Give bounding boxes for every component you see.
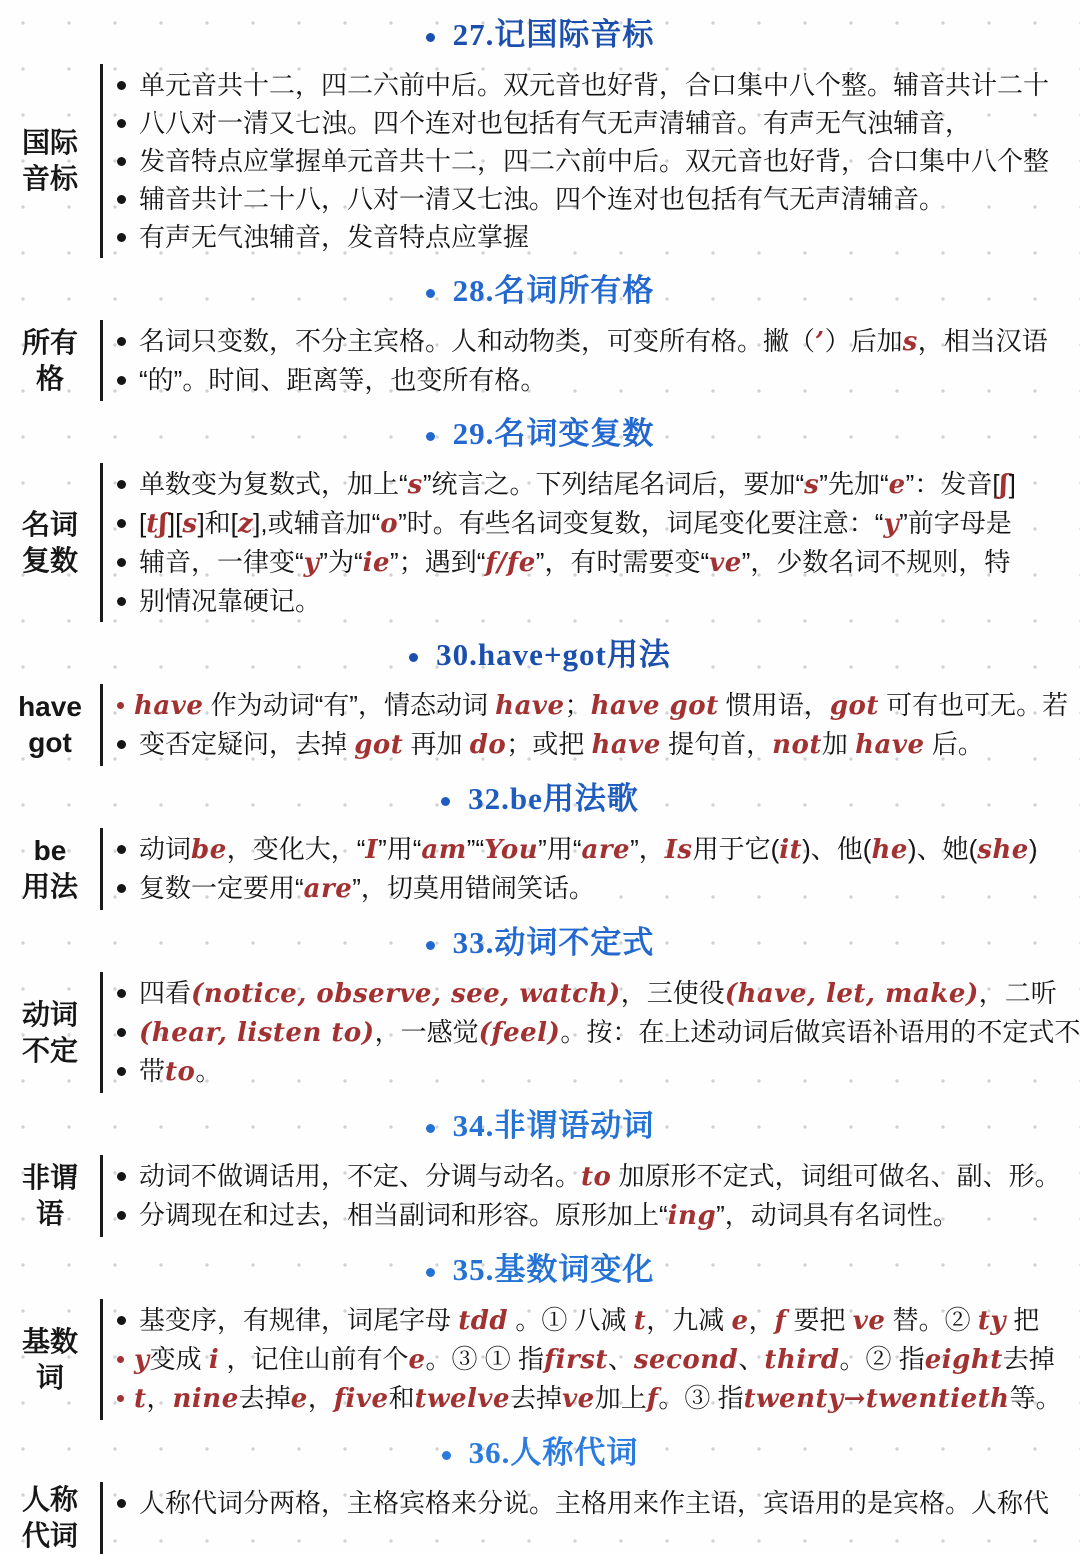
heading-bullet-icon	[442, 1451, 451, 1460]
note-line	[117, 582, 1080, 620]
handwritten-english: have	[134, 691, 204, 721]
handwritten-english: do	[469, 730, 507, 760]
sidebar-label-line: 复数	[21, 544, 78, 576]
section-30	[0, 632, 1080, 766]
handwritten-english: ʃ	[999, 470, 1009, 500]
section-heading-text: 29.名词变复数	[452, 416, 655, 451]
note-line	[117, 1301, 1080, 1340]
section-body	[0, 1482, 1080, 1554]
bullet-icon	[117, 1395, 124, 1402]
sidebar-topic-label	[0, 684, 100, 766]
sidebar-label-line: 音标	[21, 163, 78, 194]
section-heading	[0, 1103, 1080, 1149]
note-line-text: 动词不做调话用，不定、分调与动名。to 加原形不定式，词组可做名、副、形。	[139, 1161, 1061, 1192]
handwritten-english: z	[237, 509, 254, 539]
handwritten-english: y	[134, 1345, 150, 1375]
section-body	[0, 828, 1080, 910]
handwritten-english: to	[165, 1057, 196, 1087]
note-line-text: 分调现在和过去，相当副词和形容。原形加上“ing”，动词具有名词性。	[139, 1200, 959, 1231]
handwritten-english: he	[871, 835, 908, 865]
section-heading-text: 27.记国际音标	[452, 17, 655, 52]
heading-bullet-icon	[409, 653, 418, 662]
sidebar-topic-label	[0, 463, 100, 622]
sidebar-label-line: have	[18, 691, 82, 722]
note-line	[117, 869, 1080, 908]
note-line	[117, 543, 1080, 582]
sidebar-label-line: 用法	[21, 871, 78, 902]
note-list	[100, 463, 1080, 622]
handwritten-english: Is	[664, 835, 693, 865]
handwritten-english: e	[290, 1384, 308, 1414]
sidebar-topic-label	[0, 828, 100, 910]
note-line	[117, 1196, 1080, 1235]
note-line-text: 变否定疑问，去掉 got 再加 do；或把 have 提句首，not加 have 后。	[139, 729, 984, 760]
note-line	[117, 142, 1080, 180]
section-32	[0, 776, 1080, 910]
handwritten-english: ty	[977, 1306, 1006, 1336]
note-line-text: 带to。	[139, 1056, 222, 1087]
section-heading-text: 34.非谓语动词	[452, 1108, 655, 1143]
section-heading	[0, 776, 1080, 822]
note-line	[117, 180, 1080, 218]
handwritten-english: ing	[667, 1201, 717, 1231]
note-list	[100, 1155, 1080, 1237]
note-line-text: [tʃ][s]和[z],或辅音加“o”时。有些名词变复数，词尾变化要注意：“y”前字母是	[139, 508, 1012, 539]
note-line-text: t，nine去掉e，five和twelve去掉ve加上f。③ 指twenty→twentieth等。	[134, 1383, 1062, 1414]
handwritten-english: y	[883, 509, 900, 539]
handwritten-english: t	[633, 1306, 647, 1336]
bullet-icon	[117, 558, 126, 567]
section-body	[0, 972, 1080, 1093]
sections	[0, 12, 1080, 1554]
sidebar-label-line: 非谓	[21, 1162, 78, 1193]
handwritten-english: (hear, listen to)	[139, 1018, 375, 1048]
section-body	[0, 1155, 1080, 1237]
handwritten-english: twenty→twentieth	[743, 1384, 1010, 1414]
note-line	[117, 830, 1080, 869]
handwritten-english: t	[134, 1384, 147, 1414]
handwritten-english: are	[303, 874, 353, 904]
handwritten-english: are	[581, 835, 631, 865]
note-line-text: “的”。时间、距离等，也变所有格。	[139, 365, 547, 395]
note-line	[117, 1052, 1080, 1091]
bullet-icon	[117, 1211, 126, 1220]
handwritten-english: s	[804, 470, 820, 500]
bullet-icon	[117, 337, 126, 346]
note-line-text: (hear, listen to)，一感觉(feel)。按：在上述动词后做宾语补语用的不定式不	[139, 1017, 1080, 1048]
handwritten-english: f/fe	[485, 548, 536, 578]
handwritten-english: have got	[590, 691, 719, 721]
section-33	[0, 920, 1080, 1093]
heading-bullet-icon	[426, 1124, 435, 1133]
section-body	[0, 320, 1080, 401]
handwritten-english: o	[380, 509, 399, 539]
sidebar-label-line: 基数	[21, 1325, 78, 1357]
note-list	[100, 972, 1080, 1093]
handwritten-english: have	[591, 730, 661, 760]
handwritten-english: You	[484, 835, 539, 865]
handwritten-english: have	[855, 730, 925, 760]
section-34	[0, 1103, 1080, 1237]
heading-bullet-icon	[426, 432, 435, 441]
sidebar-label-line: 名词	[21, 508, 78, 540]
sidebar-label-line: 所有	[21, 326, 78, 358]
note-line-text: 八八对一清又七浊。四个连对也包括有气无声清辅音。有声无气浊辅音，	[139, 108, 972, 138]
handwritten-english: (feel)	[478, 1018, 561, 1048]
note-line-text: 人称代词分两格，主格宾格来分说。主格用来作主语，宾语用的是宾格。人称代	[139, 1488, 1050, 1518]
handwritten-english: s	[902, 327, 918, 357]
note-line	[117, 66, 1080, 104]
bullet-icon	[117, 1028, 126, 1037]
handwritten-english: am	[421, 835, 467, 865]
note-list	[100, 320, 1080, 401]
bullet-icon	[117, 1356, 124, 1363]
section-heading	[0, 12, 1080, 58]
note-line-text: 动词be，变化大，“I”用“am”“You”用“are”，Is用于它(it)、他(he)、她(she)	[139, 834, 1038, 865]
heading-bullet-icon	[426, 33, 435, 42]
handwritten-english: third	[764, 1345, 840, 1375]
sidebar-topic-label	[0, 64, 100, 258]
bullet-icon	[117, 884, 126, 893]
handwritten-english: got	[829, 691, 879, 721]
section-body	[0, 1299, 1080, 1420]
handwritten-english: (have, let, make)	[724, 979, 979, 1009]
note-line-text: 单元音共十二，四二六前中后。双元音也好背，合口集中八个整。辅音共计二十	[139, 70, 1050, 100]
handwritten-english: five	[333, 1384, 389, 1414]
handwritten-english: nine	[172, 1384, 239, 1414]
note-line	[117, 1157, 1080, 1196]
bullet-icon	[117, 1499, 126, 1508]
note-list	[100, 1299, 1080, 1420]
handwritten-english: have	[495, 691, 565, 721]
section-heading	[0, 268, 1080, 314]
note-line	[117, 322, 1080, 361]
note-line	[117, 465, 1080, 504]
handwritten-english: s	[182, 509, 198, 539]
heading-bullet-icon	[426, 941, 435, 950]
section-29	[0, 411, 1080, 622]
bullet-icon	[117, 1316, 126, 1325]
handwritten-english: f	[774, 1306, 787, 1336]
sidebar-label-line: 词	[35, 1361, 64, 1393]
handwritten-english: second	[633, 1345, 739, 1375]
note-line	[117, 1340, 1080, 1379]
section-heading-text: 33.动词不定式	[452, 925, 655, 960]
bullet-icon	[117, 119, 126, 128]
sidebar-topic-label	[0, 972, 100, 1093]
sidebar-topic-label	[0, 1482, 100, 1554]
note-line	[117, 1484, 1080, 1522]
handwritten-english: be	[191, 835, 227, 865]
handwritten-english: (notice, observe, see, watch)	[191, 979, 621, 1009]
handwritten-english: e	[888, 470, 906, 500]
sidebar-label-line: 国际	[21, 127, 78, 158]
section-heading-text: 28.名词所有格	[452, 273, 655, 308]
note-line-text: 有声无气浊辅音，发音特点应掌握	[139, 222, 530, 252]
note-line	[117, 504, 1080, 543]
bullet-icon	[117, 195, 126, 204]
section-heading	[0, 1430, 1080, 1476]
note-list	[100, 1482, 1080, 1554]
sidebar-label-line: 人称	[21, 1484, 78, 1515]
note-line	[117, 104, 1080, 142]
handwritten-english: first	[543, 1345, 608, 1375]
note-line-text: 复数一定要用“are”，切莫用错闹笑话。	[139, 873, 595, 904]
handwritten-english: I	[365, 835, 379, 865]
handwritten-english: e	[731, 1306, 749, 1336]
sidebar-label-line: 语	[35, 1198, 64, 1229]
note-line	[117, 725, 1080, 764]
note-line-text: 四看(notice, observe, see, watch)，三使役(have, let, make)，二听	[139, 978, 1057, 1009]
bullet-icon	[117, 597, 126, 606]
section-36	[0, 1430, 1080, 1554]
note-line-text: have 作为动词“有”，情态动词 have；have got 惯用语，got 可有也可无。若	[134, 690, 1069, 721]
note-line-text: 发音特点应掌握单元音共十二，四二六前中后。双元音也好背，合口集中八个整	[139, 146, 1050, 176]
sidebar-topic-label	[0, 320, 100, 401]
sidebar-label-line: 格	[35, 362, 64, 394]
section-28	[0, 268, 1080, 401]
handwritten-english: not	[772, 730, 822, 760]
bullet-icon	[117, 740, 126, 749]
heading-bullet-icon	[426, 1268, 435, 1277]
bullet-icon	[117, 480, 126, 489]
bullet-icon	[117, 519, 126, 528]
sidebar-topic-label	[0, 1155, 100, 1237]
bullet-icon	[117, 1067, 126, 1076]
handwritten-english: ie	[362, 548, 391, 578]
sidebar-label-line: got	[28, 727, 72, 758]
sidebar-label-line: 不定	[21, 1034, 78, 1066]
bullet-icon	[117, 233, 126, 242]
note-list	[100, 828, 1080, 910]
bullet-icon	[117, 81, 126, 90]
handwritten-english: s	[407, 470, 423, 500]
note-list	[100, 684, 1080, 766]
sidebar-topic-label	[0, 1299, 100, 1420]
section-heading-text: 30.have+got用法	[436, 637, 671, 672]
handwritten-english: ve	[852, 1306, 886, 1336]
note-line-text: 辅音共计二十八，八对一清又七浊。四个连对也包括有气无声清辅音。	[139, 184, 946, 214]
handwritten-english: e	[408, 1345, 426, 1375]
section-body	[0, 463, 1080, 622]
handwritten-english: ve	[562, 1384, 595, 1414]
note-line-text: y变成 i ，记住山前有个e。③ ① 指first、second、third。② 指eight去掉	[134, 1344, 1055, 1375]
bullet-icon	[117, 702, 124, 709]
note-line	[117, 361, 1080, 399]
section-heading	[0, 632, 1080, 678]
note-line	[117, 1013, 1080, 1052]
bullet-icon	[117, 157, 126, 166]
bullet-icon	[117, 845, 126, 854]
handwritten-english: f	[646, 1384, 659, 1414]
section-heading	[0, 1247, 1080, 1293]
sidebar-label-line: be	[33, 835, 67, 866]
note-line	[117, 218, 1080, 256]
section-heading	[0, 411, 1080, 457]
note-line-text: 基变序，有规律，词尾字母 tdd 。① 八减 t，九减 e，f 要把 ve 替。② ty 把	[139, 1305, 1040, 1336]
handwritten-english: it	[779, 835, 803, 865]
section-heading-text: 35.基数词变化	[452, 1252, 655, 1287]
note-line-text: 别情况靠硬记。	[139, 586, 322, 616]
handwritten-english: twelve	[414, 1384, 511, 1414]
bullet-icon	[117, 376, 126, 385]
section-heading-text: 36.人称代词	[468, 1435, 639, 1470]
section-body	[0, 684, 1080, 766]
note-line-text: 辅音，一律变“y”为“ie”；遇到“f/fe”，有时需要变“ve”，少数名词不规则，特	[139, 547, 1011, 578]
note-list	[100, 64, 1080, 258]
bullet-icon	[117, 989, 126, 998]
sidebar-label-line: 代词	[21, 1520, 78, 1551]
section-heading	[0, 920, 1080, 966]
handwritten-english: she	[977, 835, 1029, 865]
heading-bullet-icon	[441, 797, 450, 806]
section-35	[0, 1247, 1080, 1420]
section-27	[0, 12, 1080, 258]
bullet-icon	[117, 1172, 126, 1181]
note-line-text: 单数变为复数式，加上“s”统言之。下列结尾名词后，要加“s”先加“e”：发音[ʃ]	[139, 469, 1016, 500]
note-line-text: 名词只变数，不分主宾格。人和动物类，可变所有格。撇（’）后加s，相当汉语	[139, 326, 1048, 357]
note-line	[117, 1379, 1080, 1418]
handwritten-english: i	[208, 1345, 220, 1375]
handwritten-english: eight	[924, 1345, 1003, 1375]
handwritten-english: tʃ	[146, 509, 168, 539]
handwritten-english: y	[303, 548, 320, 578]
handwritten-english: ve	[709, 548, 742, 578]
handwritten-english: got	[354, 730, 404, 760]
section-body	[0, 64, 1080, 258]
note-line	[117, 686, 1080, 725]
section-heading-text: 32.be用法歌	[468, 781, 639, 816]
handwritten-english: to	[581, 1162, 612, 1192]
sidebar-label-line: 动词	[21, 998, 78, 1030]
note-line	[117, 974, 1080, 1013]
handwritten-english: ’	[815, 327, 825, 357]
handwritten-english: tdd	[458, 1306, 509, 1336]
heading-bullet-icon	[426, 289, 435, 298]
